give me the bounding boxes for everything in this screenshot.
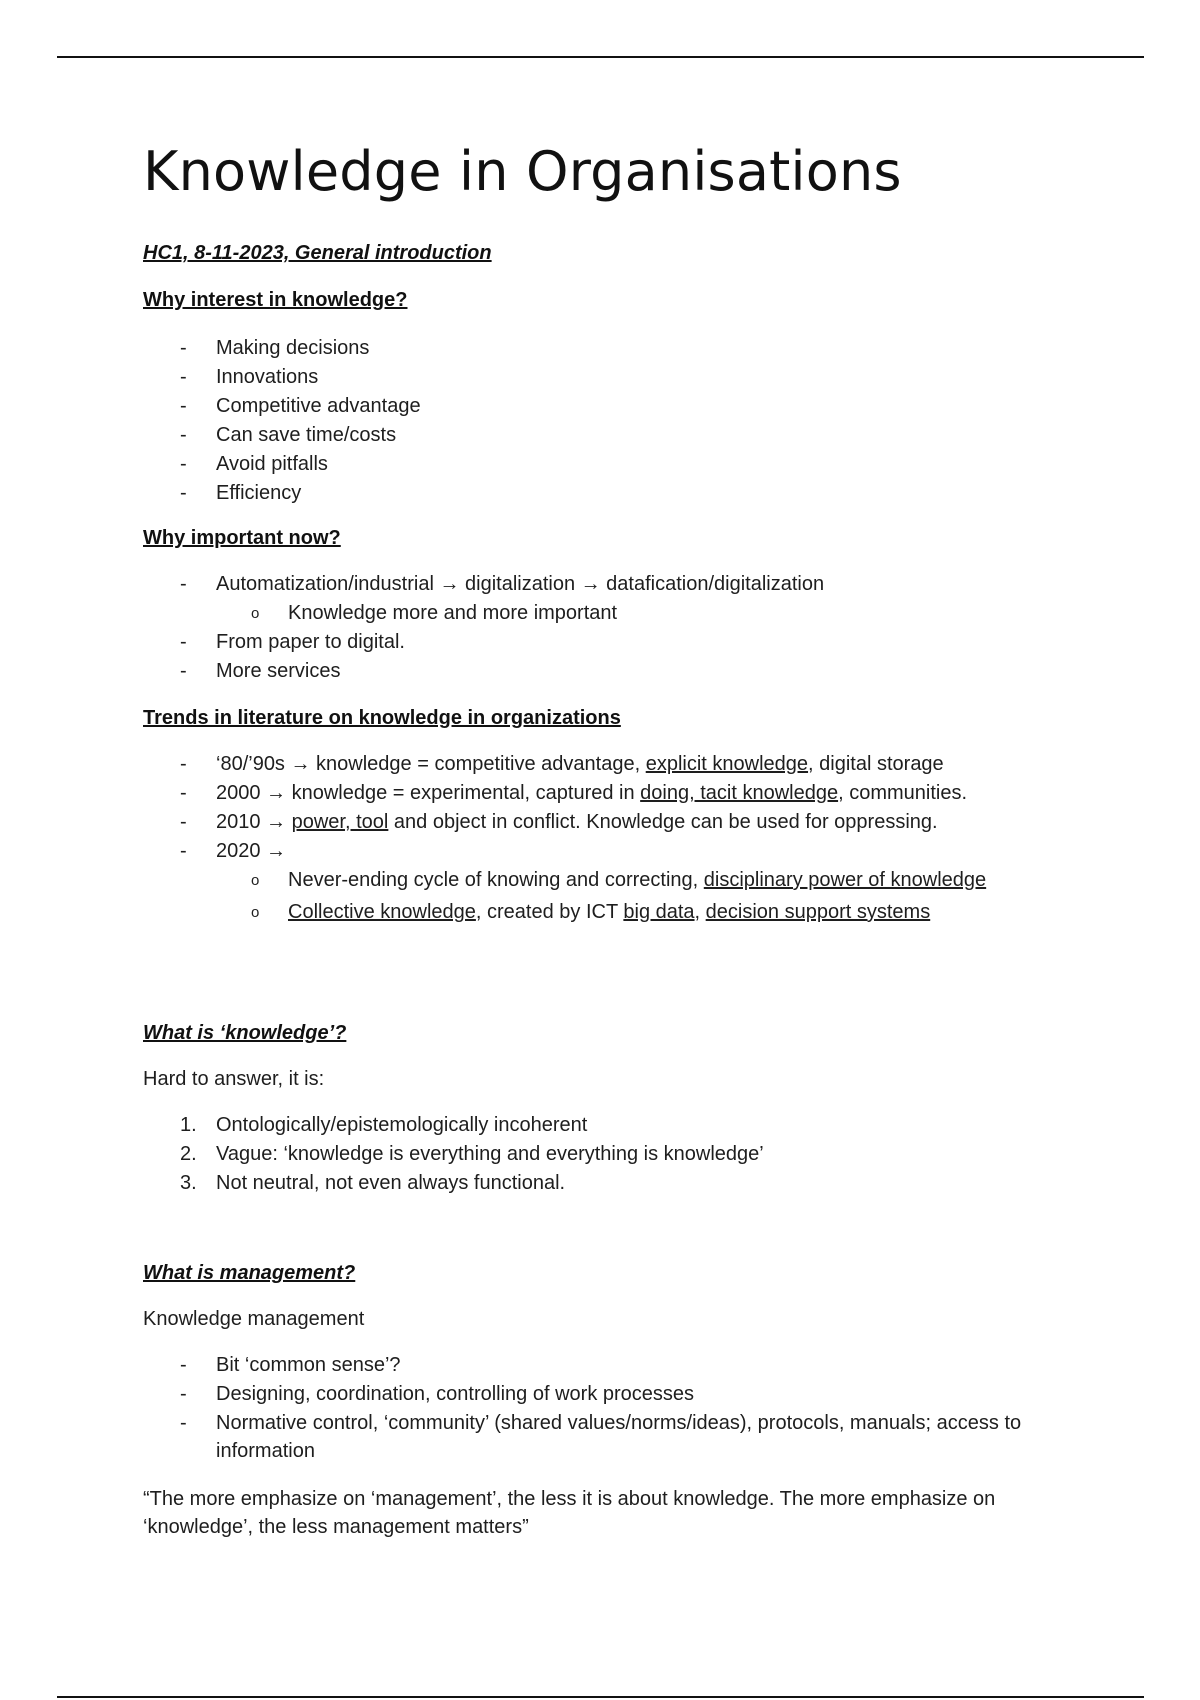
what-knowledge-intro: Hard to answer, it is: — [143, 1068, 325, 1090]
page-title: Knowledge in Organisations — [143, 140, 902, 203]
heading-what-management: What is management? — [143, 1262, 356, 1284]
heading-why-now: Why important now? — [143, 527, 341, 549]
header-rule — [57, 56, 1144, 58]
heading-what-knowledge: What is ‘knowledge’? — [143, 1022, 347, 1044]
what-management-intro: Knowledge management — [143, 1308, 365, 1330]
closing-quote: “The more emphasize on ‘management’, the less it is about knowledge. The more emphasize on ‘knowledge’, the less management matters” — [143, 1488, 996, 1538]
heading-why-interest: Why interest in knowledge? — [143, 289, 408, 311]
lecture-heading: HC1, 8-11-2023, General introduction — [143, 242, 492, 264]
footer-rule — [57, 1696, 1144, 1698]
heading-trends: Trends in literature on knowledge in organizations — [143, 707, 621, 729]
